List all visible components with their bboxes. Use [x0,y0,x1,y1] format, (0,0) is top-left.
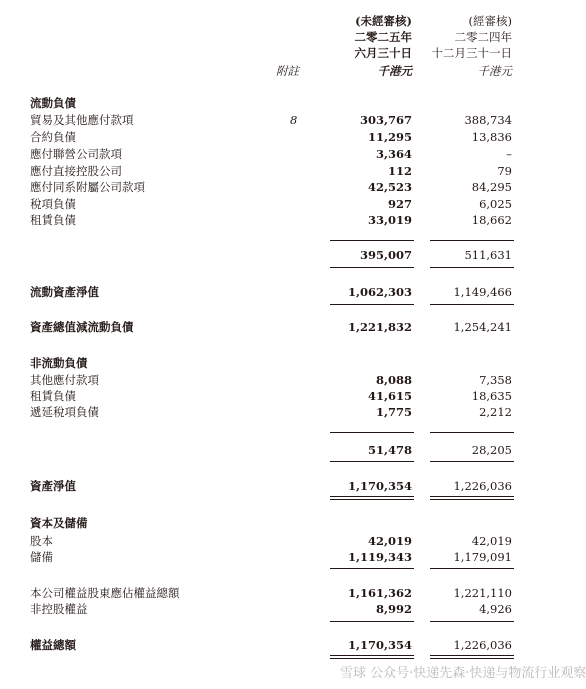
row-value-2025: 303,767 [359,113,412,127]
col-2024-unit: 千港元 [477,64,512,78]
note-column-header: 附註 [276,64,299,78]
row-value-2025: 42,019 [367,534,412,548]
row-value-2025: 41,615 [367,389,412,403]
rule-2024 [430,240,514,241]
row-label: 應付聯營公司款項 [30,147,122,161]
row-label: 本公司權益股東應佔權益總額 [30,586,180,600]
row-label: 非控股權益 [30,602,88,616]
section-heading-capital-reserves: 資本及儲備 [30,516,88,530]
row-note: 8 [290,113,298,127]
row-value-2024: 6,025 [479,197,512,211]
rule-2024 [430,461,514,462]
row-value-2024: 18,635 [471,389,512,403]
double-rule-2024 [430,655,514,659]
watermark-text: 雪球 公众号·快递先森·快递与物流行业观察 [340,666,586,681]
net-assets-2025: 1,170,354 [347,479,412,493]
double-rule-2024 [430,496,514,500]
rule-2025 [330,304,414,305]
row-value-2024: – [506,147,512,161]
row-value-2025: 1,161,362 [347,586,412,600]
row-value-2025: 42,523 [367,180,412,194]
non-current-liabilities-total-2024: 28,205 [471,443,512,457]
double-rule-2025 [330,655,414,659]
row-value-2025: 8,088 [375,373,412,387]
row-label: 儲備 [30,550,53,564]
row-value-2025: 1,119,343 [347,550,412,564]
row-label: 稅項負債 [30,197,76,211]
rule-2024 [430,304,514,305]
total-assets-less-cl-2025: 1,221,832 [347,320,412,334]
row-value-2024: 388,734 [464,113,512,127]
row-value-2024: 4,926 [479,602,512,616]
col-2025-unit: 千港元 [377,64,412,78]
row-value-2025: 1,775 [375,405,412,419]
row-label: 其他應付款項 [30,373,99,387]
rule-2025 [330,568,414,569]
row-value-2024: 2,212 [479,405,512,419]
row-value-2024: 79 [497,164,512,178]
current-liabilities-total-2025: 395,007 [359,248,412,262]
row-label: 貿易及其他應付款項 [30,113,134,127]
rule-2024 [430,432,514,433]
rule-2025 [330,621,414,622]
net-assets-2024: 1,226,036 [453,479,512,493]
row-value-2025: 927 [387,197,412,211]
total-assets-less-cl-2024: 1,254,241 [453,320,512,334]
row-value-2024: 7,358 [479,373,512,387]
rule-2025 [330,432,414,433]
row-label: 應付直接控股公司 [30,164,122,178]
row-value-2024: 84,295 [471,180,512,194]
net-current-assets-2025: 1,062,303 [347,285,412,299]
total-equity-label: 權益總額 [30,638,76,652]
rule-2025 [330,267,414,268]
current-liabilities-total-2024: 511,631 [464,248,512,262]
rule-2025 [330,461,414,462]
row-value-2025: 112 [387,164,412,178]
row-value-2024: 1,179,091 [453,550,512,564]
row-value-2024: 13,836 [471,130,512,144]
row-value-2024: 1,221,110 [453,586,512,600]
rule-2024 [430,267,514,268]
row-label: 遞延稅項負債 [30,405,99,419]
row-value-2024: 18,662 [471,213,512,227]
rule-2025 [330,240,414,241]
col-2024-year: 二零二四年 [454,30,512,44]
net-current-assets-label: 流動資產淨值 [30,285,99,299]
row-value-2024: 42,019 [471,534,512,548]
total-equity-2024: 1,226,036 [453,638,512,652]
col-2025-date: 六月三十日 [354,46,412,60]
rule-2024 [430,568,514,569]
row-label: 租賃負債 [30,213,76,227]
row-value-2025: 3,364 [375,147,412,161]
row-value-2025: 33,019 [367,213,412,227]
non-current-liabilities-total-2025: 51,478 [367,443,412,457]
rule-2024 [430,621,514,622]
total-equity-2025: 1,170,354 [347,638,412,652]
col-2025-year: 二零二五年 [354,30,412,44]
section-heading-non-current-liabilities: 非流動負債 [30,356,88,370]
net-current-assets-2024: 1,149,466 [453,285,512,299]
row-label: 股本 [30,534,53,548]
row-value-2025: 8,992 [375,602,412,616]
col-2024-date: 十二月三十一日 [431,46,512,60]
total-assets-less-cl-label: 資產總值減流動負債 [30,320,134,334]
row-label: 租賃負債 [30,389,76,403]
section-heading-current-liabilities: 流動負債 [30,96,76,110]
row-label: 合約負債 [30,130,76,144]
row-label: 應付同系附屬公司款項 [30,180,145,194]
net-assets-label: 資產淨值 [30,479,76,493]
row-value-2025: 11,295 [367,130,412,144]
col-2024-audit-status: (經審核) [468,14,512,28]
col-2025-audit-status: (未經審核) [355,14,412,28]
double-rule-2025 [330,496,414,500]
